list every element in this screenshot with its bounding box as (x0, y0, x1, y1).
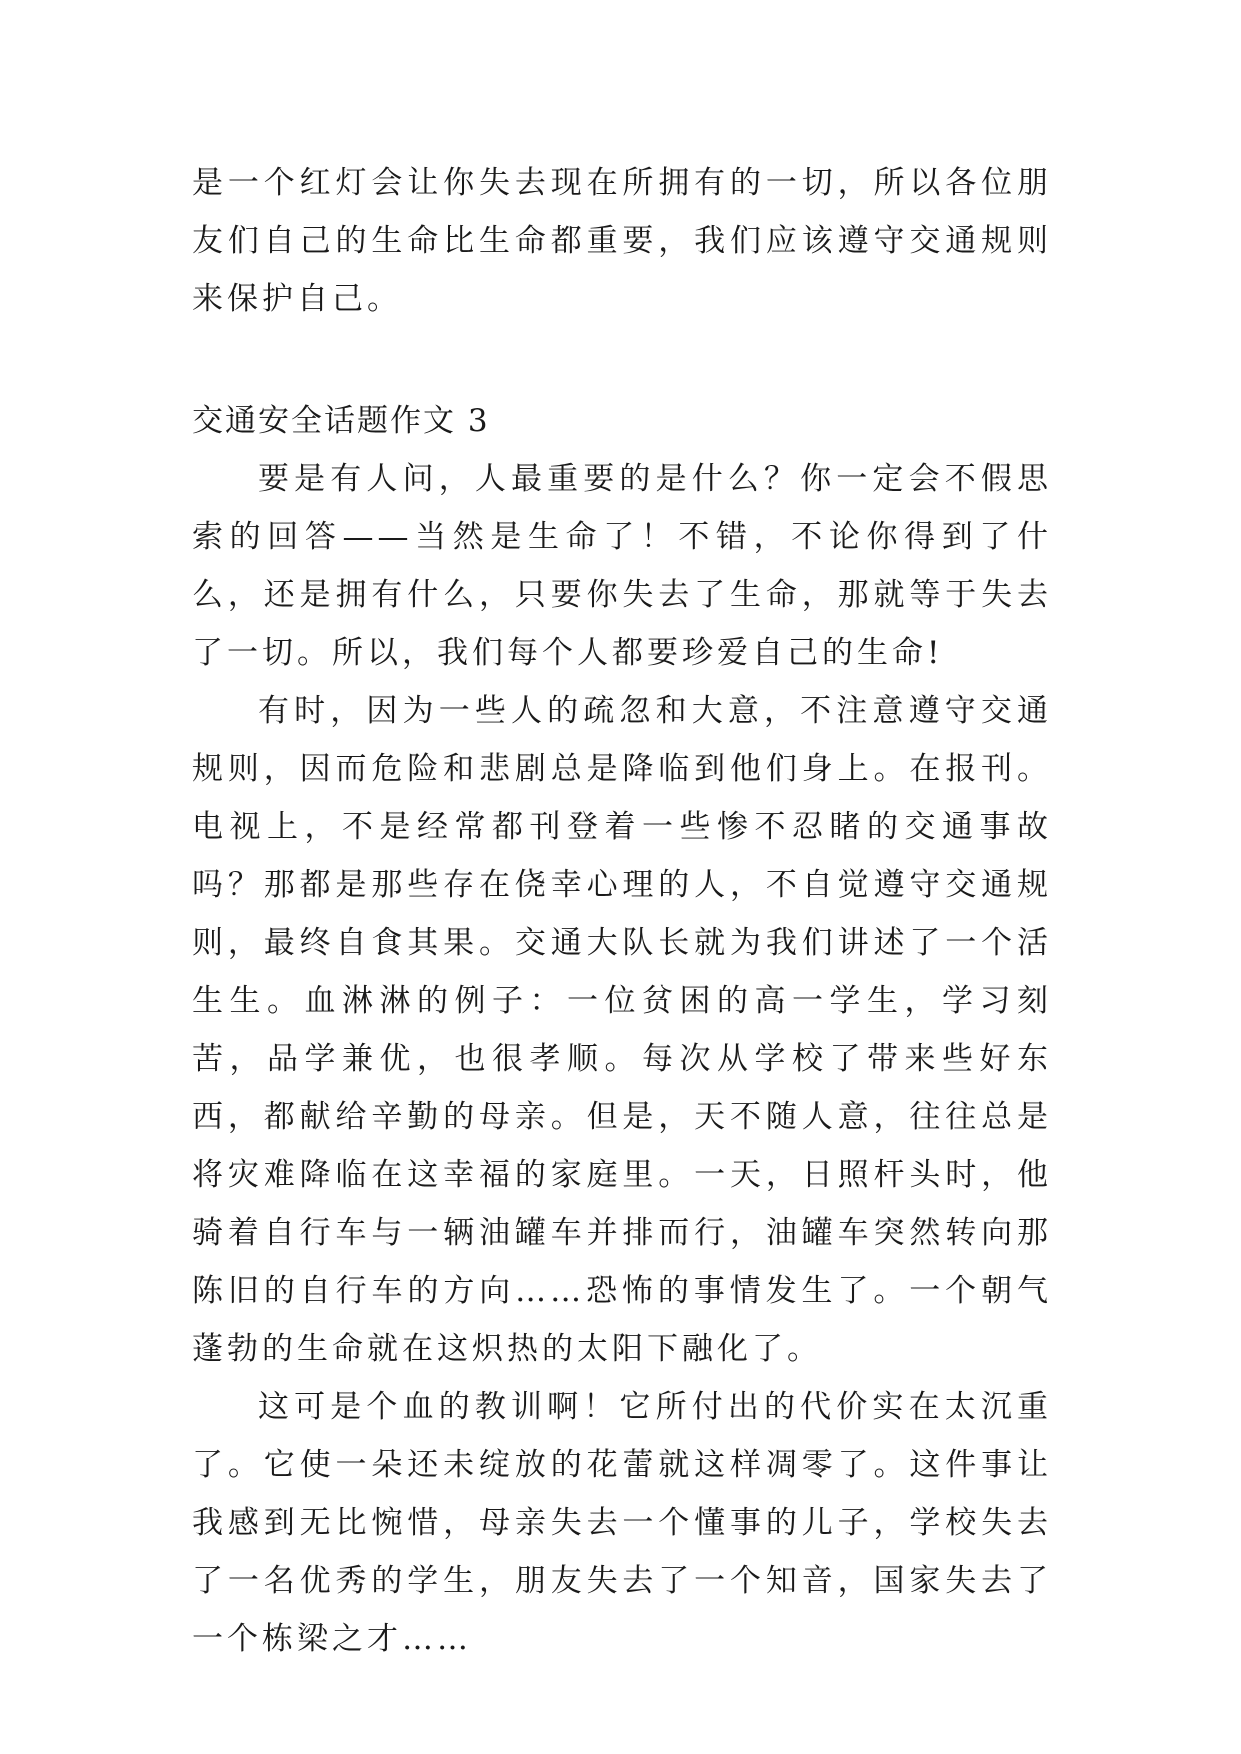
essay-paragraph-3: 这可是个血的教训啊！它所付出的代价实在太沉重了。它使一朵还未绽放的花蕾就这样凋零了。这件事让我感到无比惋惜，母亲失去一个懂事的儿子，学校失去了一名优秀的学生，朋友失去了一个知音，国家失去了一个栋梁之才…… (192, 1389, 1052, 1657)
essay-paragraph-2: 有时，因为一些人的疏忽和大意，不注意遵守交通规则，因而危险和悲剧总是降临到他们身上。在报刊。电视上，不是经常都刊登着一些惨不忍睹的交通事故吗？那都是那些存在侥幸心理的人，不自觉遵守交通规则，最终自食其果。交通大队长就为我们讲述了一个活生生。血淋淋的例子：一位贫困的高一学生，学习刻苦，品学兼优，也很孝顺。每次从学校了带来些好东西，都献给辛勤的母亲。但是，天不随人意，往往总是将灾难降临在这幸福的家庭里。一天，日照杆头时，他骑着自行车与一辆油罐车并排而行，油罐车突然转向那陈旧的自行车的方向……恐怖的事情发生了。一个朝气蓬勃的生命就在这炽热的太阳下融化了。 (192, 693, 1052, 1367)
intro-paragraph: 是一个红灯会让你失去现在所拥有的一切，所以各位朋友们自己的生命比生命都重要，我们应该遵守交通规则来保护自己。 (192, 165, 1052, 317)
essay-paragraph-1: 要是有人问，人最重要的是什么？你一定会不假思索的回答——当然是生命了！不错，不论你得到了什么，还是拥有什么，只要你失去了生命，那就等于失去了一切。所以，我们每个人都要珍爱自己的生命! (192, 461, 1052, 671)
section-heading: 交通安全话题作文 3 (192, 403, 490, 439)
intro-paragraph-block (192, 154, 1052, 328)
essay-body (192, 450, 1052, 1668)
